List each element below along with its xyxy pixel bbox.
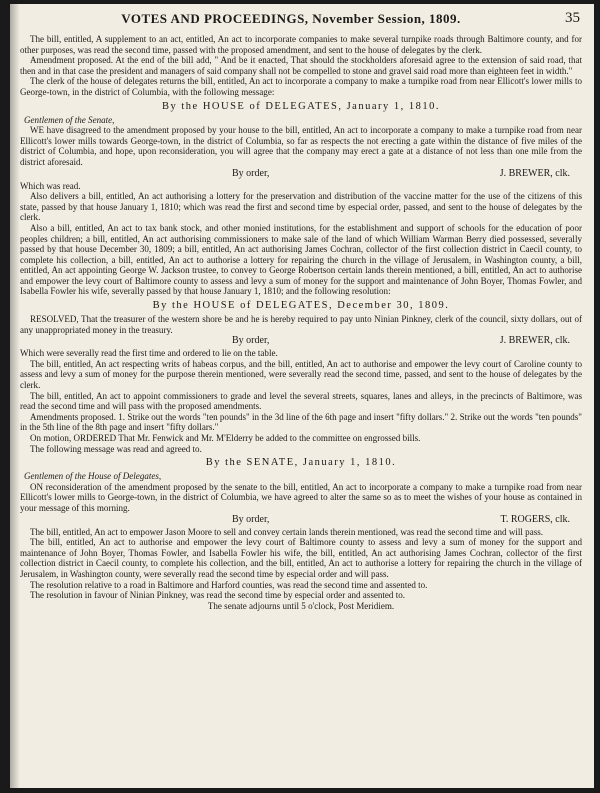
adjournment: The senate adjourns until 5 o'clock, Post Meridiem.: [207, 600, 395, 611]
salutation: Gentlemen of the House of Delegates,: [24, 471, 162, 482]
by-order: By order,: [232, 513, 270, 525]
paragraph: Which was read.: [20, 180, 81, 191]
paragraph: On motion, ORDERED That Mr. Fenwick and Mr. M'Elderry be added to the committee on engrossed bills.: [30, 433, 421, 443]
body-text: [20, 34, 582, 611]
dateline: By the HOUSE of DELEGATES, January 1, 1810.: [162, 100, 440, 112]
page-header: [20, 4, 582, 34]
salutation: Gentlemen of the Senate,: [24, 114, 115, 125]
by-order: By order,: [232, 167, 270, 179]
paragraph: The following message was read and agreed to.: [30, 443, 202, 454]
paragraph: The resolution in favour of Ninian Pinkney, was read the second time by especial order and assented to.: [30, 590, 405, 601]
paragraph: The resolution relative to a road in Baltimore and Harford counties, was read the second time and assented to.: [30, 579, 428, 590]
signer: J. BREWER, clk.: [499, 167, 570, 179]
paragraph: The bill, entitled, An act to empower Jason Moore to sell and convey certain lands therein mentioned, was read the second time and will pass.: [30, 526, 544, 537]
page-number: 35: [565, 10, 580, 26]
paragraph: Amendment proposed. At the end of the bill add, " And be it enacted, That should the stockholders aforesaid agree to the extension of said road, that then and in that case the president and managers of said company shall not be compelled to stone and gravel said road more than eighteen feet in width.": [20, 55, 582, 76]
dateline: By the SENATE, January 1, 1810.: [205, 457, 397, 469]
document-page: [10, 4, 594, 788]
running-title: VOTES AND PROCEEDINGS, November Session, 1809.: [121, 11, 461, 26]
paragraph: The bill, entitled, An act to authorise and empower the levy court of Baltimore county to assess and levy a sum of money for the support and maintenance of John Boyer, Thomas Fowler, and Isabella Fowler his wife, the bill, entitled, An act authorising James Cochran, collector of the first collection district in Caecil county, to complete his collection, and the bill, entitled, An act to authorise a lottery for repairing the church in the village of Jerusalem, in Washington county, were severally read the second time by especial order and will pass.: [20, 537, 582, 579]
paragraph: RESOLVED, That the treasurer of the western shore be and he is hereby required to pay unto Ninian Pinkney, clerk of the council, sixty dollars, out of any unappropriated money in the treasury.: [20, 314, 582, 335]
paragraph: The bill, entitled, A supplement to an act, entitled, An act to incorporate companies to make several turnpike roads through Baltimore county, and for other purposes, was read the second time, passed with the proposed amendment, and sent to the house of delegates by the clerk.: [20, 34, 582, 55]
binding-shadow: [10, 4, 20, 788]
signer: J. BREWER, clk.: [499, 335, 570, 347]
by-order: By order,: [232, 335, 270, 347]
paragraph: Amendments proposed. 1. Strike out the words "ten pounds" in the 3d line of the 6th page and insert "fifty dollars." 2. Strike out the words "ten pounds" in the 5th line of the 8th page and insert "fifty dollars.": [20, 411, 582, 433]
paragraph: Also a bill, entitled, An act to tax bank stock, and other monied institutions, for the establishment and support of schools for the education of poor peoples children; a bill, entitled, An act authorising commissioners to make sale of the land of which William Warman Berry died possessed, severally passed by that house December 30, 1809; a bill, entitled, An act authorising James Cochran, collector of the first collection district in Caecil county, to complete his collection, a bill, entitled, An act to authorise a lottery for repairing the church in the village of Jerusalem, in Washington county, a bill, entitled, An act appointing George W. Jackson trustee, to convey to George Robertson certain lands therein mentioned, a bill, entitled, An act to authorise and empower the levy court of Baltimore county to assess and levy a sum of money for the support and maintenance of John Boyer, Thomas Fowler, and Isabella Fowler his wife, severally passed by that house January 1, 1810; and the following resolution:: [20, 222, 582, 297]
paragraph: WE have disagreed to the amendment proposed by your house to the bill, entitled, An act to incorporate a company to make a turnpike road from near Ellicott's lower mills towards George-town, in the district of Columbia, so far as respects the not erecting a gate within the distance of five miles of the district of Columbia, and hope, upon reconsideration, you will agree that the company may erect a gate at a distance of not less than one mile from the district aforesaid.: [20, 125, 582, 167]
paragraph: Also delivers a bill, entitled, An act authorising a lottery for the preservation and distribution of the vaccine matter for the use of the citizens of this state, passed by that house January 1, 1810; which was read the first and second time by especial order, passed, and sent to the house of delegates by the clerk.: [20, 191, 582, 223]
signature-line: [20, 335, 582, 348]
signer: T. ROGERS, clk.: [500, 513, 570, 525]
paragraph: The bill, entitled, An act respecting writs of habeas corpus, and the bill, entitled, An act to authorise and empower the levy court of Caroline county to assess and levy a sum of money for the purpose therein mentioned, were severally read the second time, passed, and sent to the house of delegates by the clerk.: [20, 358, 582, 391]
dateline: By the HOUSE of DELEGATES, December 30, 1809.: [152, 300, 450, 312]
signature-line: [20, 168, 582, 181]
paragraph: ON reconsideration of the amendment proposed by the senate to the bill, entitled, An act to incorporate a company to make a turnpike road from near Ellicott's lower mills to George-town, in the district of Columbia, we have agreed to alter the same so as to meet the wishes of your house as contained in your message of this morning.: [20, 481, 582, 513]
paragraph: Which were severally read the first time and ordered to lie on the table.: [20, 348, 278, 359]
paragraph: The bill, entitled, An act to appoint commissioners to grade and level the several streets, squares, lanes and alleys, in the precincts of Baltimore, was read the second time and will pass with the proposed amendments.: [20, 390, 582, 412]
signature-line: [20, 514, 582, 527]
paragraph: The clerk of the house of delegates returns the bill, entitled, An act to incorporate a company to make a turnpike road from near Ellicott's lower mills to George-town, in the district of Columbia, with the following message:: [20, 76, 582, 97]
